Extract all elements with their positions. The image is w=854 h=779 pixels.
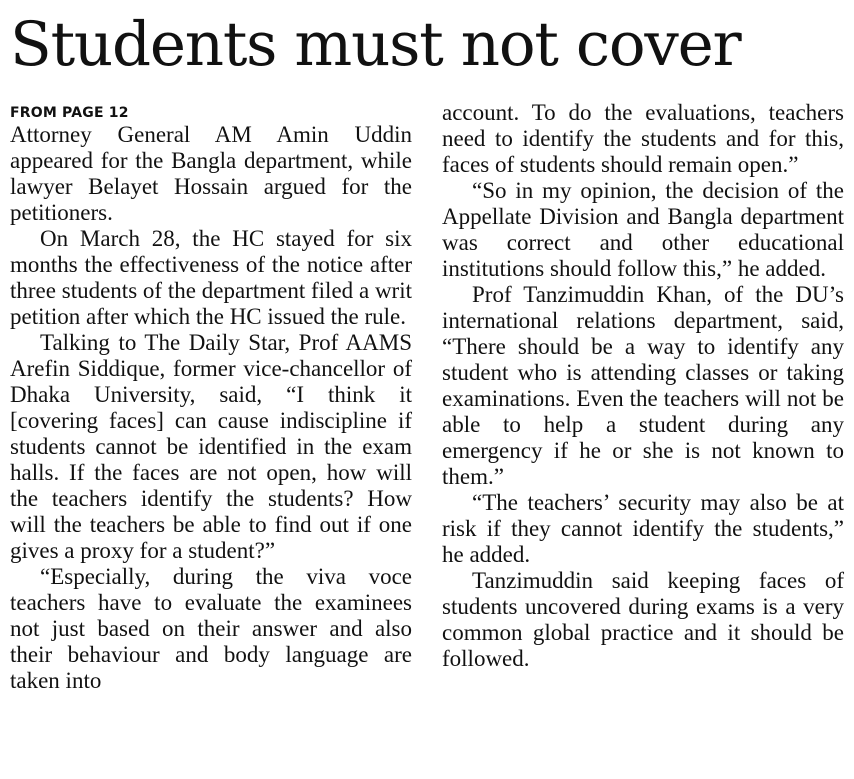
headline: Students must not cover — [10, 9, 741, 80]
paragraph: account. To do the evaluations, teachers need to identify the students and for this, faces of students should remain open.” — [442, 100, 844, 177]
paragraph: Attorney General AM Amin Uddin appeared for the Bangla department, while lawyer Belayet Hossain argued for the petitioners. — [10, 122, 412, 225]
paragraph: “So in my opinion, the decision of the Appellate Division and Bangla department was correct and other educational institutions should follow this,” he added. — [442, 178, 844, 281]
article-column-right — [442, 100, 844, 672]
paragraph: On March 28, the HC stayed for six months the effectiveness of the notice after three students of the department filed a writ petition after which the HC issued the rule. — [10, 226, 412, 329]
paragraph: “The teachers’ security may also be at risk if they cannot identify the students,” he added. — [442, 490, 844, 567]
paragraph: Talking to The Daily Star, Prof AAMS Arefin Siddique, former vice-chancellor of Dhaka University, said, “I think it [covering faces] can cause indiscipline if students cannot be identified in the exam halls. If the faces are not open, how will the teachers identify the students? How will the teachers be able to find out if one gives a proxy for a student?” — [10, 330, 412, 563]
jump-line: FROM PAGE 12 — [10, 105, 129, 121]
paragraph: Prof Tanzimuddin Khan, of the DU’s international relations department, said, “There should be a way to identify any student who is attending classes or taking examinations. Even the teachers will not be able to help a student during any emergency if he or she is not known to them.” — [442, 282, 844, 489]
paragraph: Tanzimuddin said keeping faces of students uncovered during exams is a very common global practice and it should be followed. — [442, 568, 844, 671]
article-column-left — [10, 104, 412, 694]
paragraph: “Especially, during the viva voce teachers have to evaluate the examinees not just based on their answer and also their behaviour and body language are taken into — [10, 564, 412, 693]
